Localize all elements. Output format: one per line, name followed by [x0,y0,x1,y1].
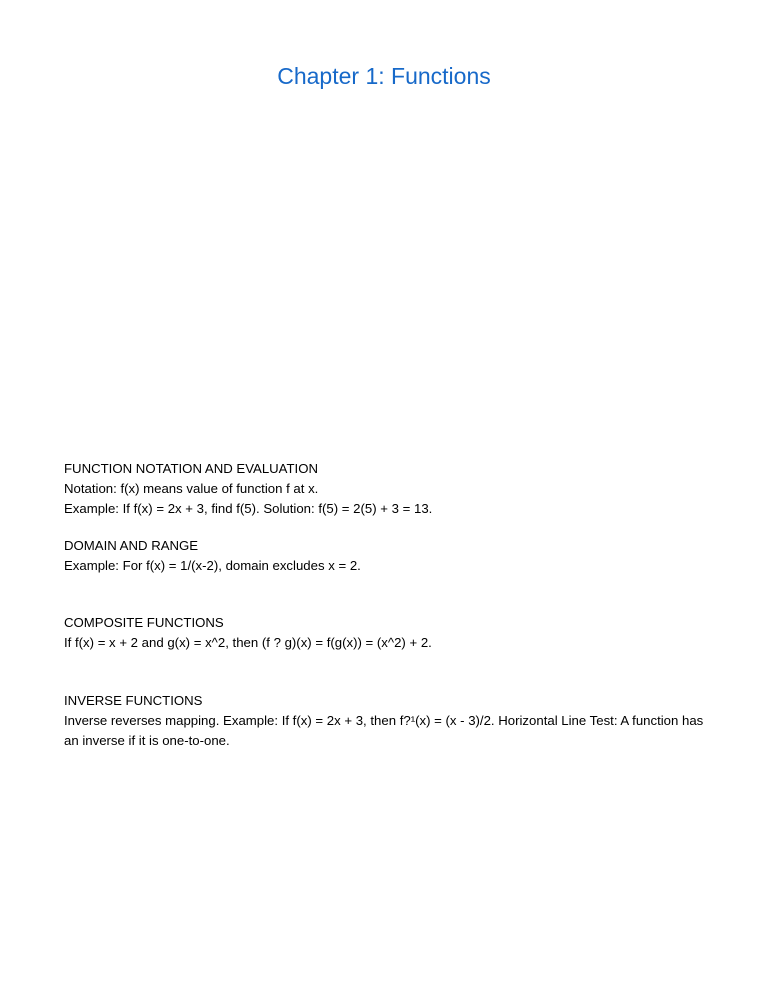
section-text: If f(x) = x + 2 and g(x) = x^2, then (f ? g)(x) = f(g(x)) = (x^2) + 2. [64,635,432,650]
section-composite-functions [64,613,714,653]
section-text: Inverse reverses mapping. Example: If f(x) = 2x + 3, then f?¹(x) = (x - 3)/2. Horizontal Line Test: A function has an inverse if it is one-to-one. [64,713,704,748]
section-text: Example: For f(x) = 1/(x-2), domain excludes x = 2. [64,558,361,573]
section-inverse-functions [64,691,714,751]
section-domain-range [64,536,714,576]
section-heading: COMPOSITE FUNCTIONS [64,615,224,630]
section-function-notation [64,459,714,519]
section-text: Notation: f(x) means value of function f at x. [64,481,319,496]
page-title: Chapter 1: Functions [277,63,491,89]
section-heading: FUNCTION NOTATION AND EVALUATION [64,461,318,476]
section-heading: DOMAIN AND RANGE [64,538,199,553]
section-heading: INVERSE FUNCTIONS [64,693,203,708]
section-text: Example: If f(x) = 2x + 3, find f(5). Solution: f(5) = 2(5) + 3 = 13. [64,501,433,516]
